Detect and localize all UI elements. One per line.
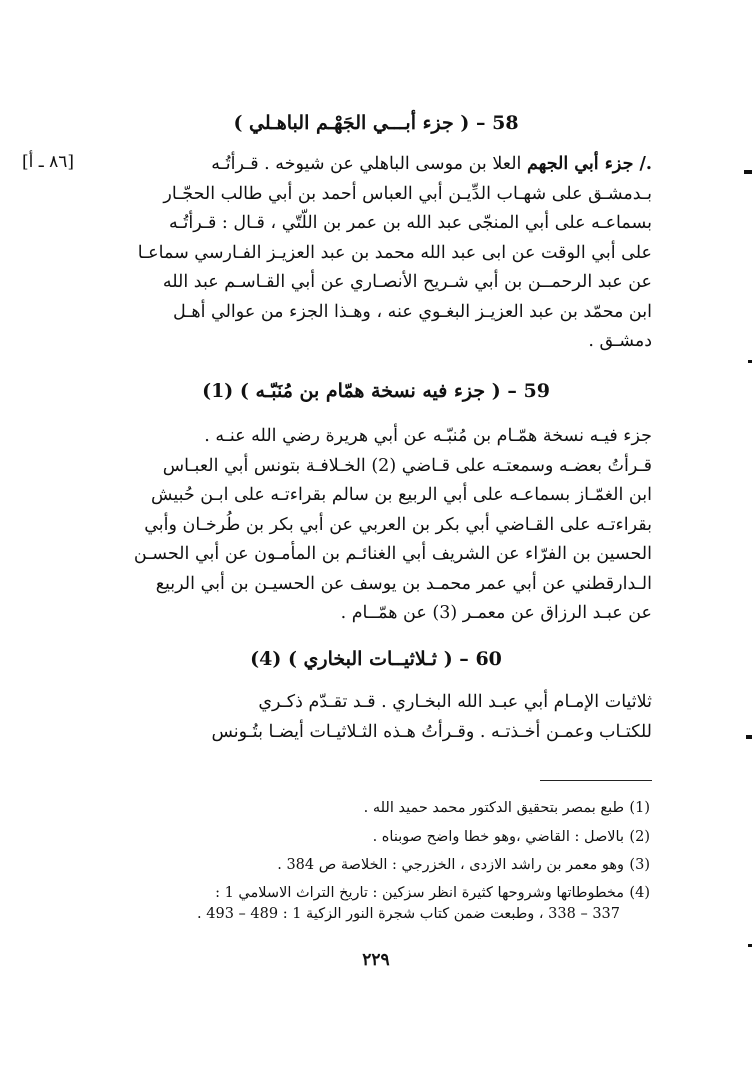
scan-edge-mark [748, 944, 752, 947]
entry-title: ./ جزء أبي الجهم [527, 154, 652, 174]
text-line: جزء فيـه نسخة همّـام بن مُنبّـه عن أبي هريرة رضي الله عنـه . [204, 426, 652, 446]
section-59-heading: 59 – ( جزء فيه نسخة همّام بن مُنَبّـه ) (1) [202, 380, 550, 402]
footnote-text: وهو معمر بن راشد الازدى ، الخزرجي : الخلاصة ص 384 . [277, 857, 624, 873]
footnote-4-continuation: 337 – 338 ، وطبعت ضمن كتاب شجرة النور الزكية 1 : 489 – 493 . [197, 906, 620, 922]
text-line: عن عبد الرحمــن بن أبي شـريح الأنصـاري عن أبي القـاسـم عبد الله [162, 272, 652, 292]
footnote-4 [90, 881, 650, 906]
text-line: دمشـق . [588, 331, 652, 351]
footnote-3 [90, 853, 650, 878]
footnote-number: (4) [629, 885, 650, 901]
margin-folio-reference: [٨٦ ـ أ] [22, 152, 75, 172]
text-line: للكتـاب وعمـن أخـذتـه . وقـرأتُ هـذه الثـلاثيـات أيضـا بتُـونس [211, 721, 652, 742]
footnote-text: مخطوطاتها وشروحها كثيرة انظر سزكين : تاريخ التراث الاسلامي 1 : [215, 885, 624, 901]
text-line: قـرأتُ بعضـه وسمعتـه على قـاضي (2) الخـلافـة بتونس أبي العبـاس [162, 455, 652, 476]
section-59-paragraph [96, 422, 652, 629]
footnote-text: بالاصل : القاضي ،وهو خطا واضح صوبناه . [372, 829, 624, 845]
footnote-number: (2) [629, 829, 650, 845]
page-number: ٢٢٩ [362, 950, 390, 970]
footnote-1 [90, 796, 650, 821]
section-58-paragraph [96, 150, 652, 357]
text-line: على أبي الوقت عن ابى عبد الله محمد بن عبد العزيـز الفـارسي سماعـا [137, 242, 652, 263]
footnote-separator [540, 780, 652, 781]
text-line: الحسين بن الفرّاء عن الشريف أبي الغنائـم بن المأمـون عن أبي الحسـن [133, 544, 652, 564]
text-line: الـدارقطني عن أبي عمر محمـد بن يوسف عن الحسيـن بن أبي الربيع [155, 573, 652, 594]
scan-edge-mark [744, 170, 752, 174]
text-line: ابن الغمّـاز بسماعـه على أبي الربيع بن سالم بقراءتـه على ابـن حُبيش [151, 485, 652, 505]
text-line: ابن محمّد بن عبد العزيـز البغـوي عنه ، وهـذا الجزء من عوالي أهـل [172, 301, 652, 322]
text-line: ثلاثيات الإمـام أبي عبـد الله البخـاري . قـد تقـدّم ذكـري [258, 692, 652, 712]
footnote-number: (1) [629, 800, 650, 816]
text-line: بـدمشـق على شهـاب الدِّيـن أبي العباس أحمد بن أبي طالب الحجّـار [163, 183, 652, 204]
text-line: بسماعـه على أبي المنجّى عبد الله بن عمر بن اللّتّي ، قـال : قـرأتُـه [168, 213, 652, 233]
scan-edge-mark [748, 360, 752, 363]
text-line: بقراءتـه على القـاضي أبي بكر بن العربي عن أبي بكر بن طُرخـان وأبي [144, 514, 652, 535]
footnote-text: طبع بمصر بتحقيق الدكتور محمد حميد الله . [363, 800, 624, 816]
footnote-2 [90, 825, 650, 850]
section-60-heading: 60 – ( ثـلاثيــات البخاري ) (4) [250, 648, 502, 670]
section-60-paragraph [96, 688, 652, 747]
text-line: عن عبـد الرزاق عن معمـر (3) عن همّــام . [340, 603, 652, 623]
section-58-heading: 58 – ( جزء أبـــي الجَهْـم الباهـلي ) [233, 112, 519, 134]
scan-edge-mark [746, 735, 752, 739]
footnote-number: (3) [629, 857, 650, 873]
text-line: ./ جزء أبي الجهم العلا بن موسى الباهلي عن شيوخه . قـرأتُـه [211, 154, 652, 174]
